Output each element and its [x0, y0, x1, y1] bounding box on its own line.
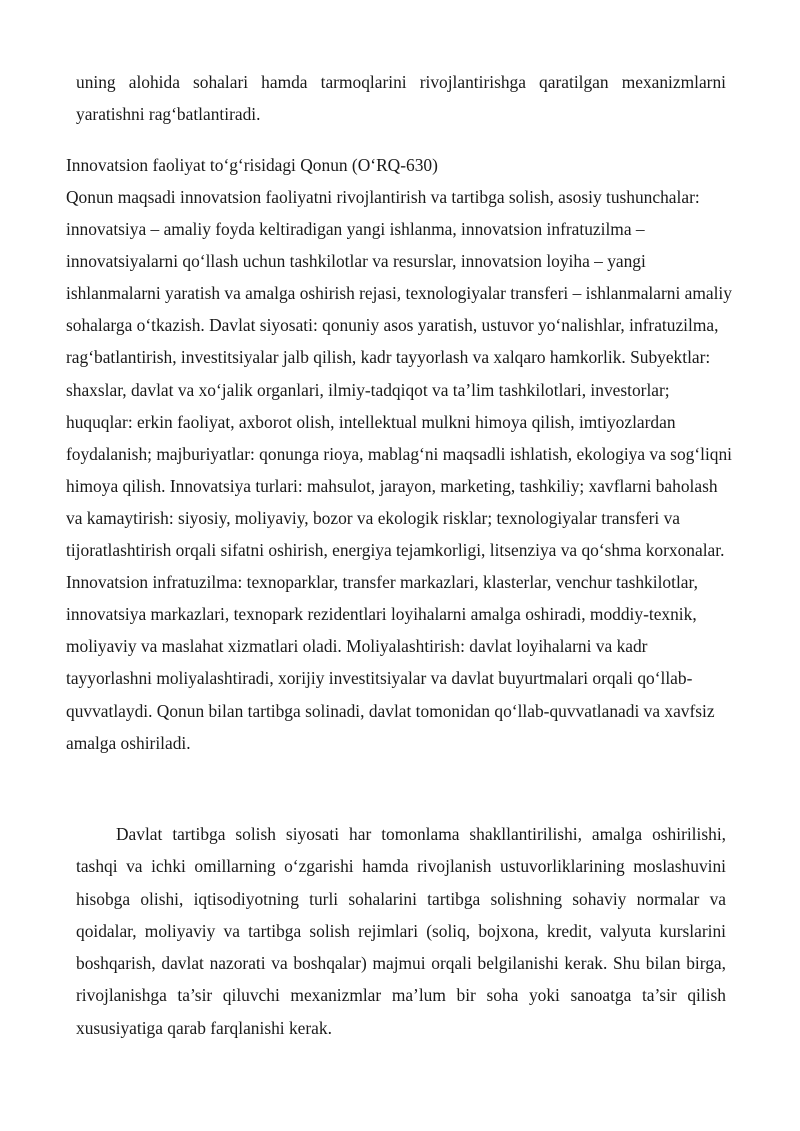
- law-title: Innovatsion faoliyat to‘g‘risidagi Qonun (O‘RQ-630): [66, 155, 438, 175]
- policy-paragraph: Davlat tartibga solish siyosati har tomonlama shakllantirilishi, amalga oshirilishi, tashqi va ichki omillarning o‘zgarishi hamda rivojlanish ustuvorliklarining moslashuvini hisobga olishi, iqtisodiyotning turli sohalarini tartibga solishning sohaviy normalar va qoidalar, moliyaviy va tartibga solish rejimlari (soliq, bojxona, kredit, valyuta kurslarini boshqarish, davlat nazorati va boshqalar) majmui orqali belgilanishi kerak. Shu bilan birga, rivojlanishga ta’sir qiluvchi mexanizmlar ma’lum bir soha yoki sanoatga ta’sir qilish xususiyatiga qarab farqlanishi kerak.: [76, 824, 726, 1038]
- intro-paragraph: uning alohida sohalari hamda tarmoqlarini rivojlantirishga qaratilgan mexanizmlarni yaratishni rag‘batlantiradi.: [76, 72, 726, 124]
- law-summary-paragraph: Qonun maqsadi innovatsion faoliyatni rivojlantirish va tartibga solish, asosiy tushunchalar: innovatsiya – amaliy foyda keltiradigan yangi ishlanma, innovatsion infratuzilma – innovatsiyalarni qo‘llash uchun tashkilotlar va resurslar, innovatsion loyiha – yangi ishlanmalarni yaratish va amalga oshirish rejasi, texnologiyalar transferi – ishlanmalarni amaliy sohalarga o‘tkazish. Davlat siyosati: qonuniy asos yaratish, ustuvor yo‘nalishlar, infratuzilma, rag‘batlantirish, investitsiyalar jalb qilish, kadr tayyorlash va xalqaro hamkorlik. Subyektlar: shaxslar, davlat va xo‘jalik organlari, ilmiy-tadqiqot va ta’lim tashkilotlari, investorlar; huquqlar: erkin faoliyat, axborot olish, intellektual mulkni himoya qilish, imtiyozlardan foydalanish; majburiyatlar: qonunga rioya, mablag‘ni maqsadli ishlatish, ekologiya va sog‘liqni himoya qilish. Innovatsiya turlari: mahsulot, jarayon, marketing, tashkiliy; xavflarni baholash va kamaytirish: siyosiy, moliyaviy, bozor va ekologik risklar; texnologiyalar transferi va tijoratlashtirish orqali sifatni oshirish, energiya tejamkorligi, litsenziya va qo‘shma korxonalar. Innovatsion infratuzilma: texnoparklar, transfer markazlari, klasterlar, venchur tashkilotlar, innovatsiya markazlari, texnopark rezidentlari loyihalarni amalga oshiradi, moddiy-texnik, moliyaviy va maslahat xizmatlari oladi. Moliyalashtirish: davlat loyihalarni va kadr tayyorlashni moliyalashtiradi, xorijiy investitsiyalar va davlat buyurtmalari orqali qo‘llab-quvvatlaydi. Qonun bilan tartibga solinadi, davlat tomonidan qo‘llab-quvvatlanadi va xavfsiz amalga oshiriladi.: [66, 187, 733, 753]
